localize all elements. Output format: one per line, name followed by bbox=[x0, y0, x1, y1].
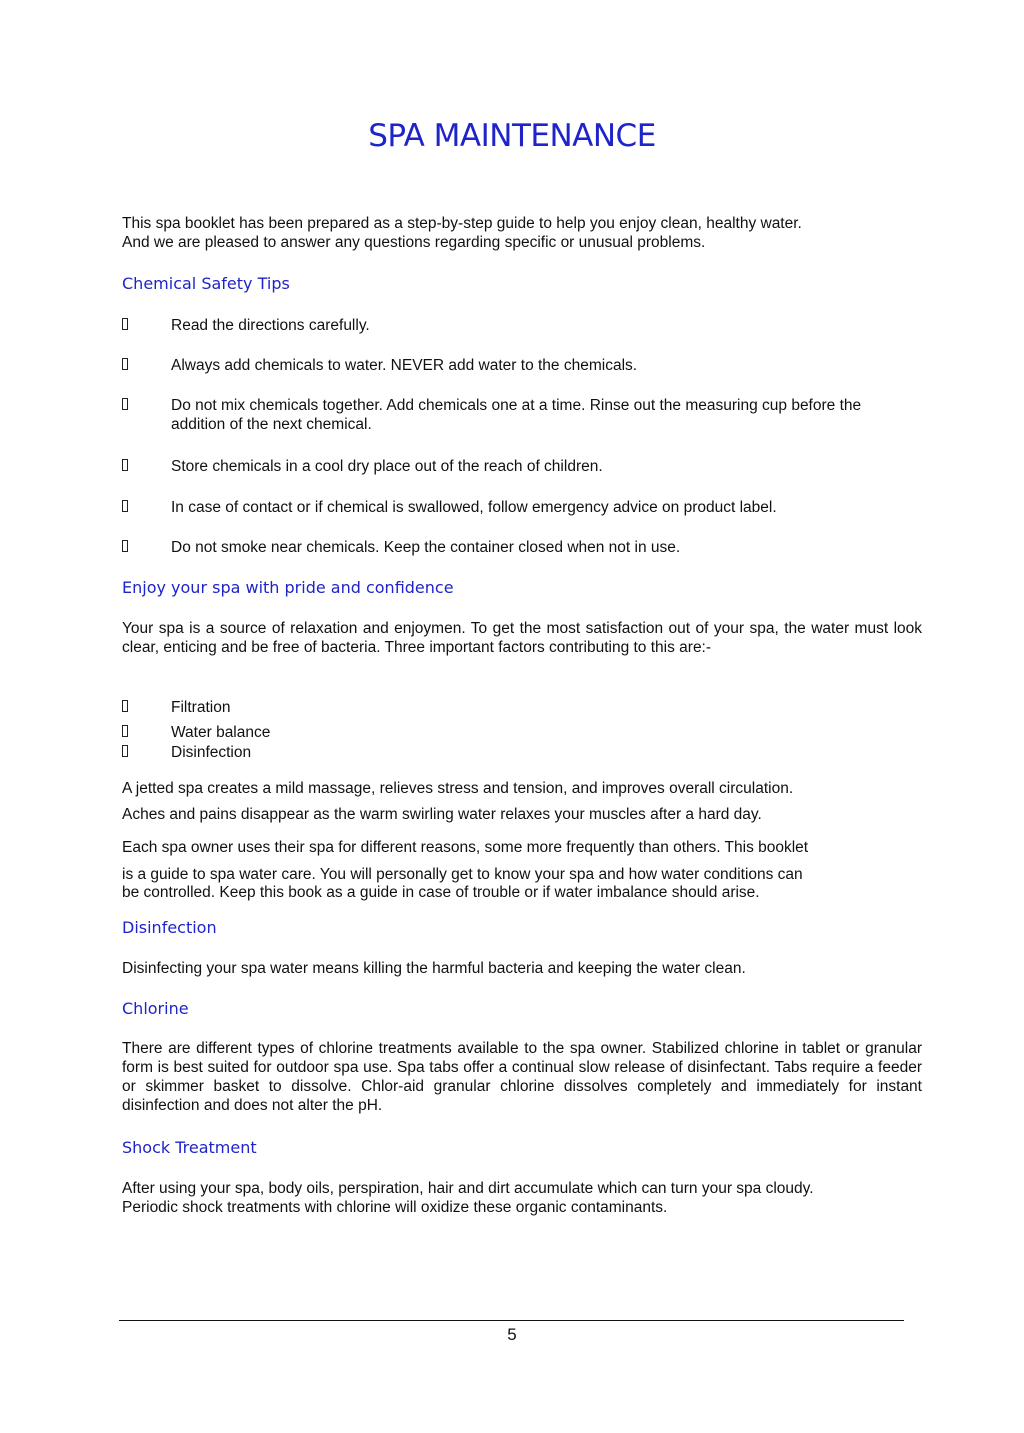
bullet-icon bbox=[122, 459, 128, 471]
list-item-text: Do not mix chemicals together. Add chemicals one at a time. Rinse out the measuring cup before the addition of the next chemical. bbox=[171, 397, 862, 433]
intro-line-1: This spa booklet has been prepared as a step-by-step guide to help you enjoy clean, healthy water. bbox=[122, 215, 802, 232]
chlorine-paragraph: There are different types of chlorine treatments available to the spa owner. Stabilized chlorine in tablet or granular form is best suited for outdoor spa use. Spa tabs offer a continual slow release of disinfectant. Tabs require a feeder or skimmer basket to dissolve. Chlor-aid granular chlorine dissolves completely and immediately for instant disinfection and does not alter the pH. bbox=[122, 1040, 922, 1114]
shock-line-1: After using your spa, body oils, perspiration, hair and dirt accumulate which can turn your spa cloudy. bbox=[122, 1180, 814, 1197]
bullet-icon bbox=[122, 358, 128, 370]
page-title: SPA MAINTENANCE bbox=[368, 118, 656, 154]
owner-line-2: is a guide to spa water care. You will personally get to know your spa and how water conditions can bbox=[122, 866, 803, 883]
bullet-icon bbox=[122, 725, 128, 737]
list-item-text: In case of contact or if chemical is swallowed, follow emergency advice on product label. bbox=[171, 499, 777, 516]
intro-line-2: And we are pleased to answer any questions regarding specific or unusual problems. bbox=[122, 234, 706, 251]
list-item-text: Water balance bbox=[171, 724, 271, 741]
section-heading-chlorine: Chlorine bbox=[122, 999, 189, 1018]
bullet-icon bbox=[122, 500, 128, 512]
owner-line-1: Each spa owner uses their spa for different reasons, some more frequently than others. This booklet bbox=[122, 839, 809, 856]
section-heading-chemical-safety: Chemical Safety Tips bbox=[122, 274, 290, 293]
bullet-icon bbox=[122, 318, 128, 330]
enjoy-paragraph: Your spa is a source of relaxation and enjoymen. To get the most satisfaction out of your spa, the water must look clear, enticing and be free of bacteria. Three important factors contributing to this are:- bbox=[122, 620, 922, 656]
owner-line-3: be controlled. Keep this book as a guide in case of trouble or if water imbalance should arise. bbox=[122, 884, 760, 901]
list-item-text: Always add chemicals to water. NEVER add water to the chemicals. bbox=[171, 357, 638, 374]
section-heading-enjoy: Enjoy your spa with pride and confidence bbox=[122, 578, 454, 597]
list-item-text: Do not smoke near chemicals. Keep the container closed when not in use. bbox=[171, 539, 681, 556]
list-item-text: Disinfection bbox=[171, 744, 252, 761]
jetted-line-1: A jetted spa creates a mild massage, relieves stress and tension, and improves overall circulation. bbox=[122, 780, 794, 797]
bullet-icon bbox=[122, 540, 128, 552]
list-item-text: Store chemicals in a cool dry place out of the reach of children. bbox=[171, 458, 603, 475]
bullet-icon bbox=[122, 700, 128, 712]
list-item-text: Filtration bbox=[171, 699, 231, 716]
page-number: 5 bbox=[507, 1325, 517, 1344]
disinfection-paragraph: Disinfecting your spa water means killing the harmful bacteria and keeping the water clean. bbox=[122, 960, 746, 977]
jetted-line-2: Aches and pains disappear as the warm swirling water relaxes your muscles after a hard day. bbox=[122, 806, 762, 823]
section-heading-disinfection: Disinfection bbox=[122, 918, 217, 937]
footer-divider bbox=[119, 1320, 904, 1321]
shock-line-2: Periodic shock treatments with chlorine will oxidize these organic contaminants. bbox=[122, 1199, 668, 1216]
bullet-icon bbox=[122, 745, 128, 757]
list-item-text: Read the directions carefully. bbox=[171, 317, 370, 334]
bullet-icon bbox=[122, 398, 128, 410]
section-heading-shock: Shock Treatment bbox=[122, 1138, 257, 1157]
